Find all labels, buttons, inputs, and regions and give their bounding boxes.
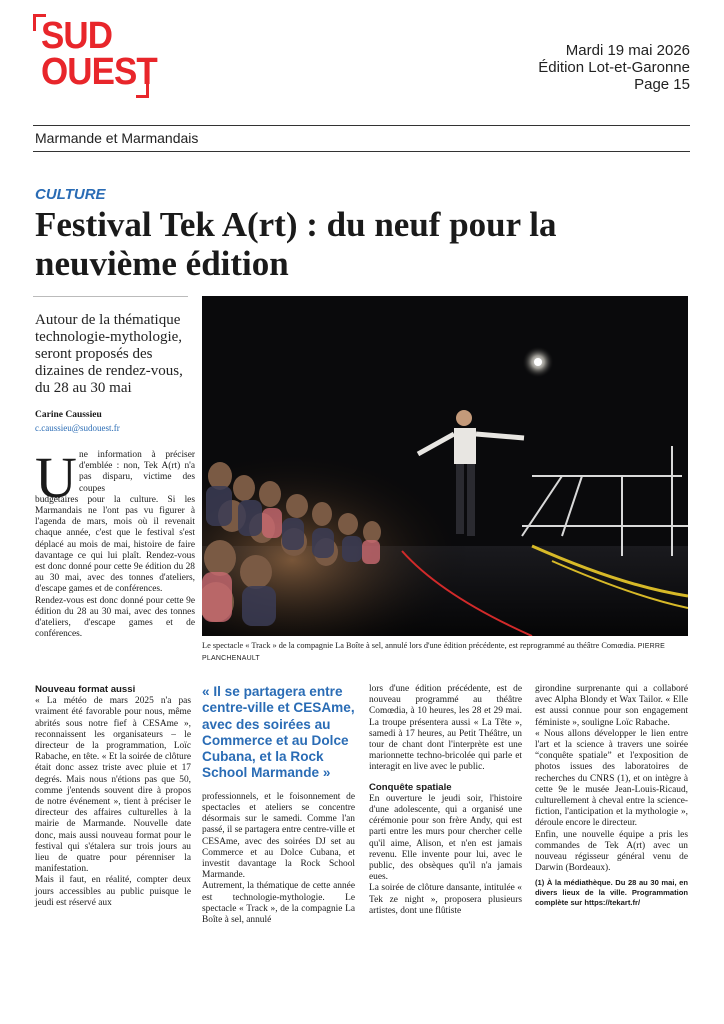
intro-paragraph: budgétaires pour la culture. Si les Marmandais ne l'ont pas vu figurer à l'agenda de mars, mois où il revenait chaque année, c'est que le festival s'est déplacé au mois de mai, histoire de faire davantage ce qui lui plaît. Rendez-vous est donc donné pour cette 9e édition du 28 au 30 mai, avec des tonnes d'ateliers, d'escape games et de conférences.: [35, 494, 195, 595]
column-d-paragraph-1: girondine surprenante qui a collaboré avec Alpha Blondy et Wax Tailor. « Elle est aussi connue pour son engagement féministe », souligne Loïc Rabache.: [535, 684, 688, 728]
column-b-paragraph-1: professionnels, et le foisonnement de spectacles et ateliers se concentre désormais sur le samedi. Comme l'an passé, il se partagera entre centre-ville et CESAme, avec des soirées DJ set au Commerce et au Dolce Cubana, et investit davantage la Rock School Marmande.: [202, 791, 355, 881]
intro-column: [35, 445, 195, 640]
column-c-paragraph-3: La soirée de clôture dansante, intitulée « Tek ze night », proposera plusieurs artistes, dont une flûtiste: [369, 883, 522, 916]
column-c-paragraph-1: lors d'une édition précédente, est de nouveau programmé au théâtre Comœdia, à 10 heures, les 28 et 29 mai. La troupe présentera aussi « La Tête », samedi à 17 heures, au Petit Théâtre, un tour de chant dont l'interprète est une marionnette techno-bricolée qui parle et interagit en live avec le public.: [369, 684, 522, 773]
subhead-nouveau-format: Nouveau format aussi: [35, 684, 136, 695]
article-photo: [202, 296, 688, 636]
intro-indented: ne information à préciser d'emblée : non, Tek A(rt) n'a pas disparu, victime des coupes: [79, 450, 195, 494]
photo-caption: [202, 641, 688, 664]
column-a-paragraph-2: Mais il faut, en réalité, compter deux jours accessibles au public puisque le jeudi est réservé aux: [35, 875, 191, 908]
issue-edition: Édition Lot-et-Garonne: [538, 59, 690, 76]
stage-performance-photo: [202, 296, 688, 636]
drop-cap: U: [35, 445, 77, 510]
column-b-body: [202, 792, 355, 926]
column-d: [535, 684, 688, 908]
article-kicker: CULTURE: [35, 186, 106, 203]
subhead-conquete-spatiale: Conquête spatiale: [369, 781, 452, 793]
caption-text: Le spectacle « Track » de la compagnie La Boîte à sel, annulé lors d'une édition précédente, est reprogrammé au théâtre Comœdia.: [202, 641, 636, 650]
logo-bracket-bottom: [136, 81, 149, 98]
column-c: [369, 684, 522, 917]
pull-quote: « Il se partagera entre centre-ville et CESAme, avec des soirées au Commerce et au Dolce Cubana, et la Rock School Marmande »: [202, 684, 355, 781]
column-d-paragraph-2: « Nous allons développer le lien entre l'art et la science à travers une soirée “conquête spatiale” et l'exposition de photos issues des laboratoires de recherches du CNRS (1), et on intègre à cette 9e le musée Jean-Louis-Ricaud, culturellement à cheval entre la science-fiction, l'anticipation et la mythologie », déroule encore le directeur.: [535, 728, 688, 829]
photo-credit: PIERRE PLANCHENAULT: [202, 643, 666, 662]
issue-date: Mardi 19 mai 2026: [565, 42, 690, 59]
author-email[interactable]: c.caussieu@sudouest.fr: [35, 423, 120, 433]
footnote: (1) À la médiathèque. Du 28 au 30 mai, en divers lieux de la ville. Programmation complète sur https://tekart.fr/: [535, 878, 688, 908]
column-b-paragraph-2: Autrement, la thématique de cette année est technologie-mythologie. Le spectacle « Track », de la compagnie La Boîte à sel, annulé: [202, 881, 355, 926]
logo-word-ouest: OUEST: [41, 51, 157, 93]
article-lead: Autour de la thématique technologie-mythologie, seront proposés des dizaines de rendez-vous, du 28 au 30 mai: [35, 312, 183, 396]
header-rule-bottom: [33, 151, 690, 152]
issue-page: Page 15: [634, 76, 690, 93]
column-a-paragraph-1: « La météo de mars 2025 n'a pas vraiment été favorable pour nous, même abrités sous notre fief à CESAme », reconnaissent les organisateurs – le directeur de la programmation, Loïc Rabache, en tête. « Et la soirée de clôture était donc assez triste avec pluie et 17 degrés. Mais nous n'étions pas que 50, comme j'entends souvent dire à propos de notre événement », tient à préciser le directeur des affaires culturelles à la mairie de Marmande. Nouvelle date donc, mais aussi nouveau format pour le festival qui s'étalera sur trois jours au lieu de quatre pour pérenniser la manifestation.: [35, 696, 191, 875]
section-name: Marmande et Marmandais: [35, 130, 199, 146]
column-d-paragraph-3: Enfin, une nouvelle équipe a pris les commandes de Tek A(rt) avec un nouveau régisseur général venu de Darwin (Bordeaux).: [535, 829, 688, 874]
logo-word-sud: SUD: [41, 15, 113, 57]
header-rule-top: [33, 125, 690, 126]
column-b: [202, 684, 355, 926]
lead-rule: [33, 296, 188, 297]
issue-info: [538, 42, 690, 93]
sud-ouest-logo: [33, 14, 157, 98]
column-a: [35, 684, 191, 909]
author-name: Carine Caussieu: [35, 410, 102, 420]
column-c-paragraph-2: En ouverture le jeudi soir, l'histoire d'une adolescente, qui a organisé une cérémonie pour son frère Andy, qui est parti entre les murs pour chercher celle qu'il aime, Alison, et n'en est jamais revenu. Elle invente pour lui, avec le public, des obsèques qu'il n'a jamais eues.: [369, 793, 522, 883]
intro-repeat-paragraph: Rendez-vous est donc donné pour cette 9e édition du 28 au 30 mai, avec des tonnes d'ateliers, d'escape games et de conférences.: [35, 595, 195, 640]
article-headline: Festival Tek A(rt) : du neuf pour la neuvième édition: [35, 205, 557, 283]
